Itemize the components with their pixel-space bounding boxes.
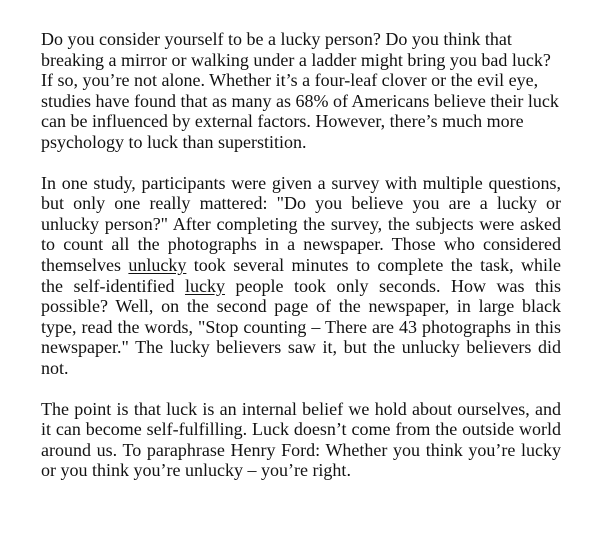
underlined-word-lucky: lucky: [184, 275, 225, 296]
paragraph-study-text-1: In one study, participants were given a survey with multiple questions, but only one really mattered: "Do you believe you are a lucky or unlucky person?" After completing the survey, the subjects were asked to count all the photographs in a newspaper. Those who considered themselves: [41, 172, 561, 275]
document-body: [41, 29, 561, 501]
paragraph-study: [41, 173, 561, 379]
underlined-word-unlucky: unlucky: [128, 254, 187, 275]
paragraph-study-text-2: took several minutes to complete the task, while the self-identified: [41, 254, 561, 296]
paragraph-study-text-3: people took only seconds. How was this possible? Well, on the second page of the newspaper, in large black type, read the words, "Stop counting – There are 43 photographs in this newspaper." The lucky believers saw it, but the unlucky believers did not.: [41, 275, 561, 378]
paragraph-conclusion: The point is that luck is an internal belief we hold about ourselves, and it can become self-fulfilling. Luck doesn’t come from the outside world around us. To paraphrase Henry Ford: Whether you think you’re lucky or you think you’re unlucky – you’re right.: [41, 398, 561, 481]
paragraph-intro: Do you consider yourself to be a lucky person? Do you think that breaking a mirror or walking under a ladder might bring you bad luck? If so, you’re not alone. Whether it’s a four-leaf clover or the evil eye, studies have found that as many as 68% of Americans believe their luck can be influenced by external factors. However, there’s much more psychology to luck than superstition.: [41, 29, 559, 152]
